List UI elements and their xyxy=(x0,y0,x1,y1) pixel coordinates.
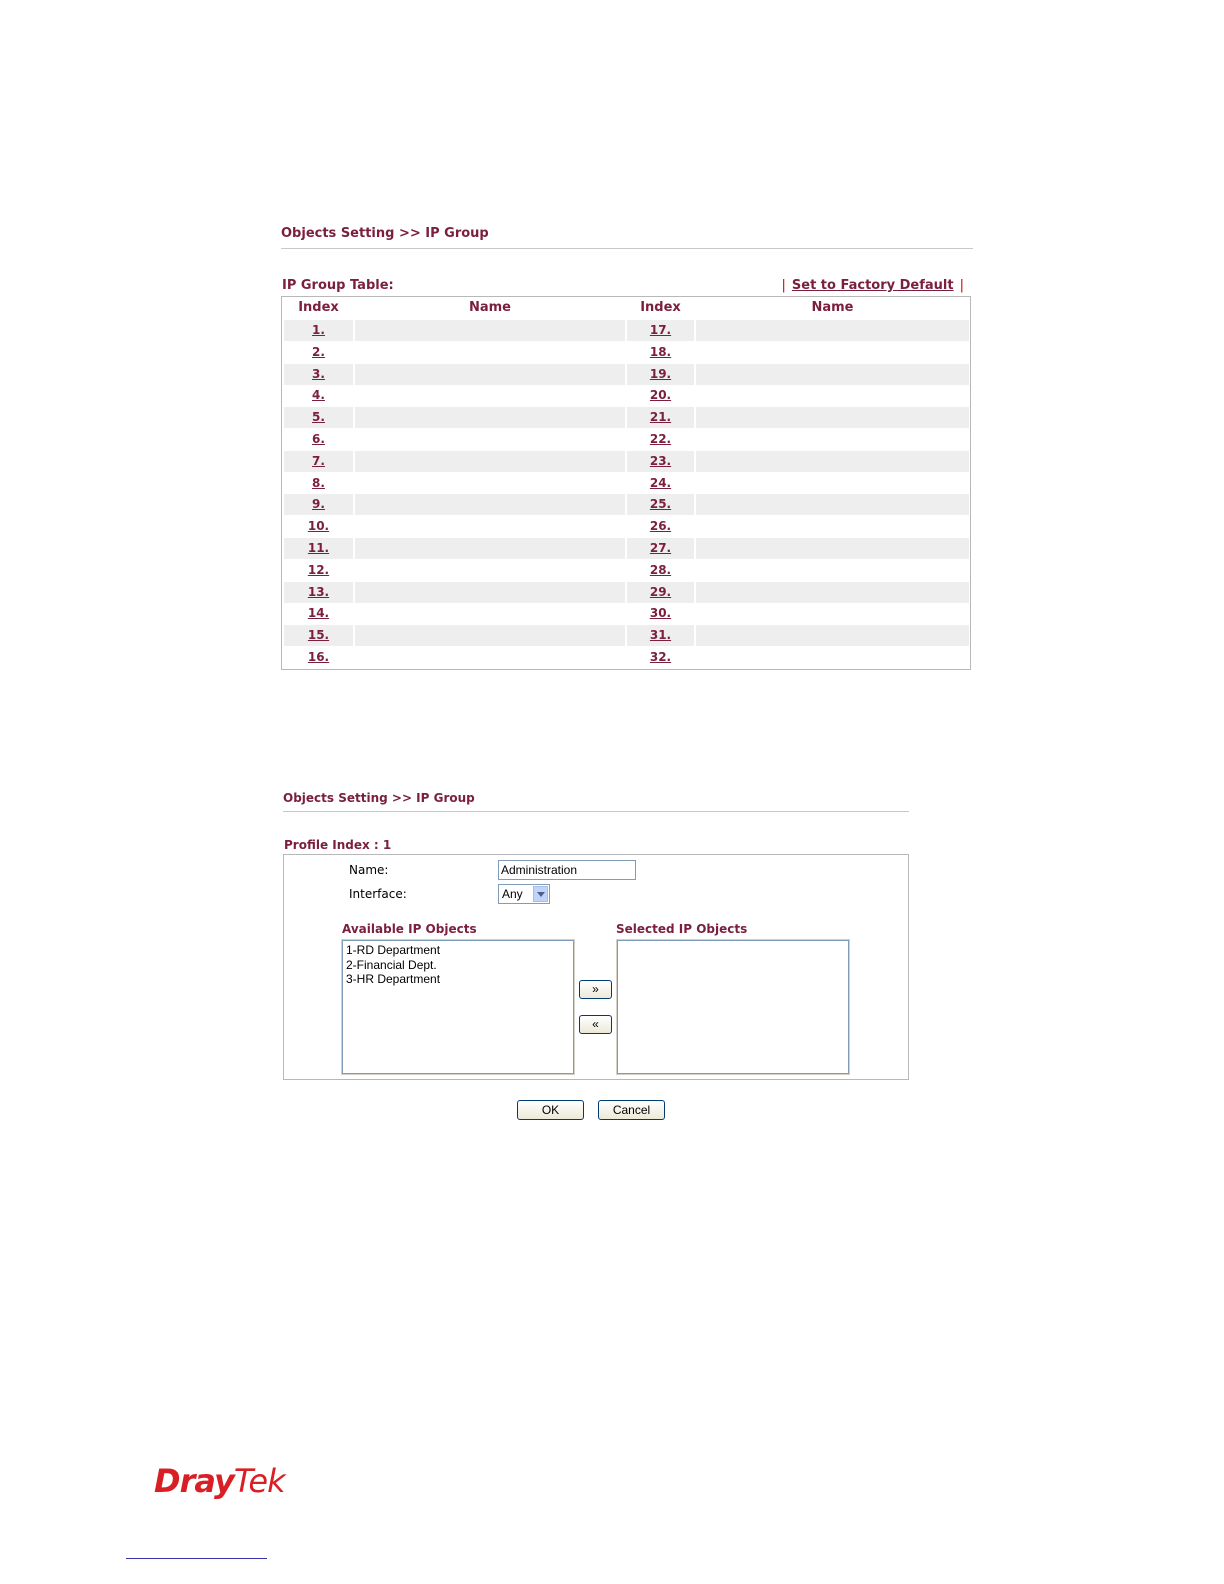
index-cell xyxy=(627,407,694,428)
name-cell xyxy=(696,451,969,472)
name-cell xyxy=(696,473,969,494)
name-cell xyxy=(696,516,969,537)
name-cell xyxy=(696,364,969,385)
name-cell xyxy=(696,385,969,406)
factory-default-area xyxy=(776,278,971,293)
profile-index-link[interactable]: 8. xyxy=(312,475,325,490)
name-cell xyxy=(696,320,969,341)
profile-index-link[interactable]: 1. xyxy=(312,323,325,337)
set-factory-default-link[interactable]: Set to Factory Default xyxy=(791,278,954,293)
available-ip-objects-list[interactable] xyxy=(342,940,574,1074)
footer-divider xyxy=(126,1558,267,1559)
list-item[interactable]: 2-Financial Dept. xyxy=(346,957,437,972)
list-item[interactable]: 3-HR Department xyxy=(346,972,441,986)
table-row xyxy=(284,582,969,603)
name-cell xyxy=(355,516,625,537)
available-ip-objects-header: Available IP Objects xyxy=(342,922,477,936)
index-cell xyxy=(627,560,694,581)
profile-index-link[interactable]: 10. xyxy=(307,519,330,534)
profile-index-link[interactable]: 22. xyxy=(649,432,672,446)
page-title-ip-group-table: Objects Setting >> IP Group xyxy=(281,226,489,241)
profile-index-link[interactable]: 11. xyxy=(307,541,330,555)
column-header-index: Index xyxy=(298,300,339,315)
table-row xyxy=(284,320,969,341)
profile-index-link[interactable]: 21. xyxy=(649,410,672,425)
index-cell xyxy=(284,342,353,363)
index-cell xyxy=(627,516,694,537)
name-cell xyxy=(696,494,969,515)
table-row xyxy=(284,451,969,472)
name-cell xyxy=(355,625,625,646)
name-input[interactable] xyxy=(498,860,636,880)
index-cell xyxy=(284,473,353,494)
table-row xyxy=(284,494,969,515)
index-cell xyxy=(627,582,694,603)
chevron-down-icon[interactable] xyxy=(533,886,548,902)
profile-index-link[interactable]: 27. xyxy=(649,541,672,555)
index-cell xyxy=(284,407,353,428)
profile-index-link[interactable]: 4. xyxy=(312,388,325,403)
name-cell xyxy=(696,342,969,363)
interface-select-value: Any xyxy=(502,887,523,901)
remove-object-button[interactable]: « xyxy=(579,1015,612,1034)
table-row xyxy=(284,429,969,450)
name-cell xyxy=(696,647,969,668)
index-cell xyxy=(284,364,353,385)
name-cell xyxy=(696,407,969,428)
page-title-ip-group-edit: Objects Setting >> IP Group xyxy=(283,791,475,805)
table-row xyxy=(284,364,969,385)
profile-index-link[interactable]: 16. xyxy=(307,650,330,664)
index-cell xyxy=(627,320,694,341)
index-cell xyxy=(284,451,353,472)
index-cell xyxy=(284,320,353,341)
index-cell xyxy=(284,516,353,537)
name-cell xyxy=(355,603,625,624)
name-cell xyxy=(355,342,625,363)
profile-index-link[interactable]: 30. xyxy=(649,606,672,621)
selected-ip-objects-list[interactable] xyxy=(617,940,849,1074)
name-cell xyxy=(696,603,969,624)
profile-index-link[interactable]: 12. xyxy=(307,562,330,577)
profile-index-link[interactable]: 17. xyxy=(649,323,672,337)
name-cell xyxy=(355,451,625,472)
name-cell xyxy=(355,494,625,515)
profile-index-link[interactable]: 5. xyxy=(312,410,325,425)
table-row xyxy=(284,647,969,668)
index-cell xyxy=(627,538,694,559)
index-cell xyxy=(284,582,353,603)
name-cell xyxy=(355,320,625,341)
profile-index-link[interactable]: 23. xyxy=(649,453,672,468)
index-cell xyxy=(627,647,694,668)
column-header-name: Name xyxy=(811,300,854,315)
name-cell xyxy=(355,582,625,603)
index-cell xyxy=(627,429,694,450)
name-cell xyxy=(696,538,969,559)
profile-index-link[interactable]: 9. xyxy=(312,497,325,512)
separator: | xyxy=(959,278,964,293)
name-cell xyxy=(696,625,969,646)
profile-index-link[interactable]: 7. xyxy=(312,453,325,468)
table-row xyxy=(284,516,969,537)
name-cell xyxy=(696,429,969,450)
name-cell xyxy=(696,560,969,581)
table-caption: IP Group Table: xyxy=(282,278,394,293)
name-cell xyxy=(355,407,625,428)
profile-index-link[interactable]: 13. xyxy=(307,584,330,599)
name-cell xyxy=(355,647,625,668)
table-row xyxy=(284,473,969,494)
list-item[interactable]: 1-RD Department xyxy=(346,943,441,957)
selected-ip-objects-header: Selected IP Objects xyxy=(616,922,748,936)
index-cell xyxy=(284,647,353,668)
cancel-button[interactable]: Cancel xyxy=(598,1100,665,1120)
name-cell xyxy=(355,538,625,559)
profile-index-link[interactable]: 24. xyxy=(649,475,672,490)
name-cell xyxy=(355,429,625,450)
title-divider xyxy=(283,811,909,812)
profile-index-link[interactable]: 26. xyxy=(649,519,672,534)
index-cell xyxy=(627,385,694,406)
profile-index-link[interactable]: 18. xyxy=(649,344,672,359)
profile-index-link[interactable]: 31. xyxy=(649,628,672,643)
index-cell xyxy=(627,625,694,646)
name-cell xyxy=(355,385,625,406)
column-header-name: Name xyxy=(468,300,511,315)
draytek-logo: DrayTek xyxy=(154,1462,285,1500)
table-row xyxy=(284,538,969,559)
index-cell xyxy=(284,494,353,515)
name-label: Name: xyxy=(349,863,389,877)
table-row xyxy=(284,342,969,363)
table-row xyxy=(284,385,969,406)
index-cell xyxy=(284,429,353,450)
index-cell xyxy=(627,494,694,515)
name-cell xyxy=(355,473,625,494)
index-cell xyxy=(627,451,694,472)
index-cell xyxy=(284,560,353,581)
profile-index-link[interactable]: 29. xyxy=(649,584,672,599)
interface-select[interactable] xyxy=(498,884,550,904)
index-cell xyxy=(284,538,353,559)
separator: | xyxy=(781,278,786,293)
profile-index-link[interactable]: 6. xyxy=(312,432,325,446)
add-object-button[interactable]: » xyxy=(579,980,612,999)
index-cell xyxy=(627,473,694,494)
table-row xyxy=(284,625,969,646)
index-cell xyxy=(627,364,694,385)
index-cell xyxy=(284,385,353,406)
profile-index-link[interactable]: 25. xyxy=(649,497,672,512)
name-cell xyxy=(355,560,625,581)
title-divider xyxy=(281,248,973,249)
table-row xyxy=(284,560,969,581)
profile-index-link[interactable]: 2. xyxy=(312,344,325,359)
name-cell xyxy=(696,582,969,603)
table-row xyxy=(284,407,969,428)
index-cell xyxy=(627,342,694,363)
profile-index-link[interactable]: 28. xyxy=(649,562,672,577)
index-cell xyxy=(627,603,694,624)
index-cell xyxy=(284,625,353,646)
index-cell xyxy=(284,603,353,624)
table-row xyxy=(284,603,969,624)
profile-index-link[interactable]: 19. xyxy=(649,366,672,381)
profile-index-link[interactable]: 14. xyxy=(307,606,330,621)
interface-label: Interface: xyxy=(349,887,407,901)
profile-index-link[interactable]: 15. xyxy=(307,628,330,643)
profile-index-link[interactable]: 3. xyxy=(312,366,325,381)
profile-index-link[interactable]: 20. xyxy=(649,388,672,403)
profile-index-label: Profile Index : 1 xyxy=(284,838,392,852)
profile-index-link[interactable]: 32. xyxy=(649,650,672,664)
name-cell xyxy=(355,364,625,385)
ok-button[interactable]: OK xyxy=(517,1100,584,1120)
column-header-index: Index xyxy=(640,300,681,315)
